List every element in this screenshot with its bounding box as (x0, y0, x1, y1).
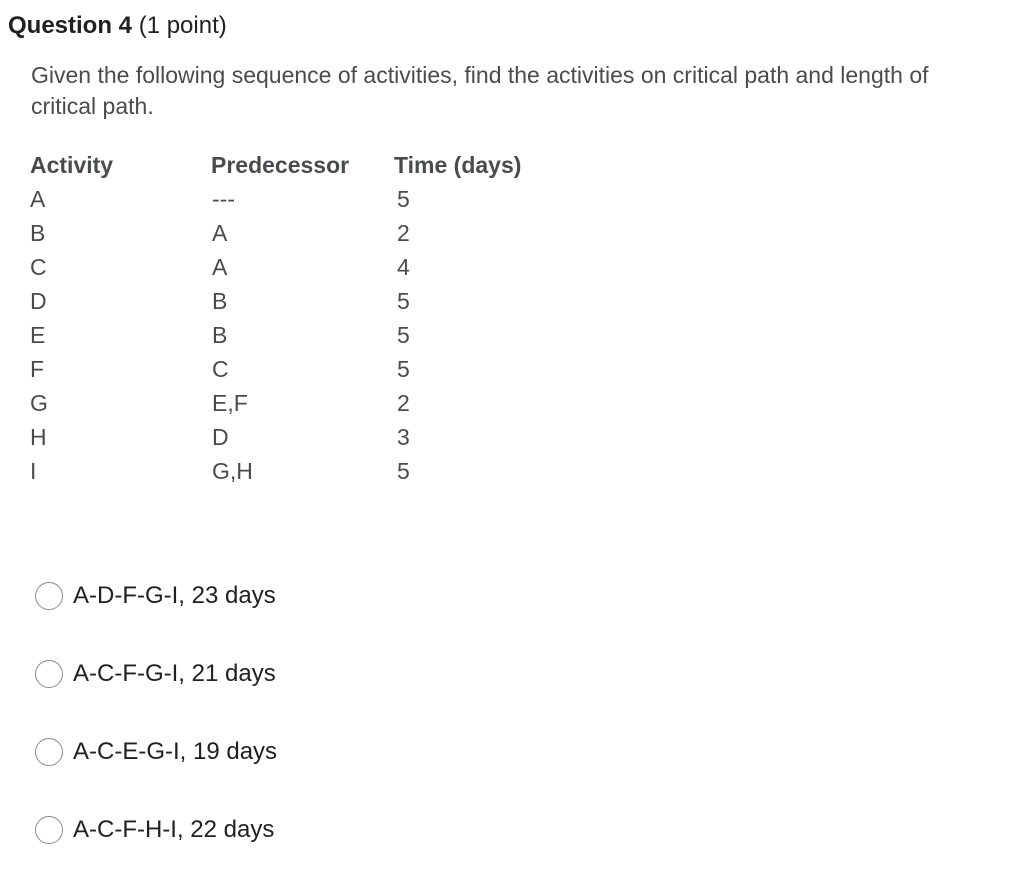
predecessor-cell (211, 352, 394, 386)
predecessor-value: G,H (212, 457, 253, 484)
option-label[interactable]: A-C-F-H-I, 22 days (73, 816, 275, 843)
time-value: 5 (397, 185, 410, 212)
answer-option-3[interactable] (35, 732, 277, 772)
time-cell (394, 318, 554, 352)
time-cell (394, 216, 554, 250)
activity-cell: A (30, 185, 46, 212)
predecessor-value: A (212, 253, 228, 280)
time-value: 5 (397, 287, 410, 314)
table-row (30, 250, 554, 284)
table-row (30, 352, 554, 386)
question-header (8, 10, 227, 42)
predecessor-value: D (212, 423, 229, 450)
table-row (30, 420, 554, 454)
table-row (30, 182, 554, 216)
activity-cell: I (30, 457, 37, 484)
answer-option-2[interactable] (35, 654, 277, 694)
answer-option-4[interactable] (35, 810, 277, 850)
predecessor-cell (211, 420, 394, 454)
time-cell (394, 454, 554, 488)
predecessor-cell (211, 284, 394, 318)
activity-cell: B (30, 219, 46, 246)
activity-cell: F (30, 355, 45, 382)
predecessor-value: B (212, 321, 228, 348)
time-value: 5 (397, 355, 410, 382)
question-prompt: Given the following sequence of activities, find the activities on critical path and length of critical path. (31, 62, 929, 119)
predecessor-cell (211, 216, 394, 250)
predecessor-cell (211, 318, 394, 352)
time-value: 5 (397, 457, 410, 484)
time-cell (394, 386, 554, 420)
predecessor-value: C (212, 355, 229, 382)
time-cell (394, 352, 554, 386)
activity-table (30, 148, 554, 488)
header-predecessor: Predecessor (211, 151, 350, 178)
activity-cell: C (30, 253, 47, 280)
header-activity: Activity (30, 151, 114, 178)
time-cell (394, 182, 554, 216)
time-cell (394, 284, 554, 318)
activity-cell: G (30, 389, 48, 416)
answer-options (35, 576, 277, 888)
time-value: 4 (397, 253, 410, 280)
option-label[interactable]: A-D-F-G-I, 23 days (73, 582, 276, 609)
table-header-row (30, 148, 554, 182)
header-time: Time (days) (394, 151, 522, 178)
question-points: (1 point) (138, 12, 227, 39)
option-label[interactable]: A-C-F-G-I, 21 days (73, 660, 276, 687)
answer-option-1[interactable] (35, 576, 277, 616)
predecessor-cell (211, 250, 394, 284)
time-cell (394, 420, 554, 454)
time-cell (394, 250, 554, 284)
predecessor-cell (211, 182, 394, 216)
table-row (30, 216, 554, 250)
predecessor-value: --- (212, 185, 235, 212)
option-label[interactable]: A-C-E-G-I, 19 days (73, 738, 278, 765)
table-row (30, 454, 554, 488)
table-row (30, 284, 554, 318)
time-value: 3 (397, 423, 410, 450)
predecessor-value: A (212, 219, 228, 246)
activity-cell: D (30, 287, 47, 314)
radio-button[interactable] (35, 738, 63, 766)
radio-button[interactable] (35, 816, 63, 844)
predecessor-cell (211, 386, 394, 420)
table-row (30, 318, 554, 352)
activity-cell: E (30, 321, 46, 348)
radio-button[interactable] (35, 582, 63, 610)
radio-button[interactable] (35, 660, 63, 688)
time-value: 2 (397, 389, 410, 416)
predecessor-value: E,F (212, 389, 248, 416)
activity-cell: H (30, 423, 47, 450)
predecessor-value: B (212, 287, 228, 314)
table-row (30, 386, 554, 420)
time-value: 5 (397, 321, 410, 348)
predecessor-cell (211, 454, 394, 488)
time-value: 2 (397, 219, 410, 246)
question-title: Question 4 (8, 12, 133, 39)
